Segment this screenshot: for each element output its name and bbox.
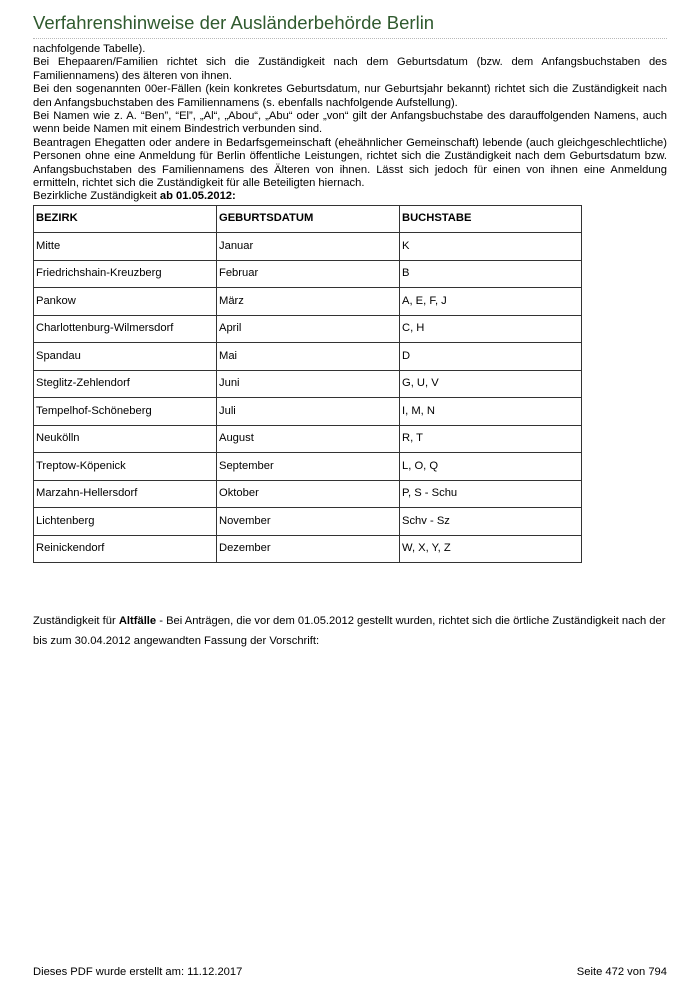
cell-bezirk: Steglitz-Zehlendorf [34, 370, 217, 398]
cell-bezirk: Mitte [34, 233, 217, 261]
cell-buchstabe: Schv - Sz [400, 508, 582, 536]
table-row [34, 453, 582, 481]
paragraph-1: nachfolgende Tabelle). [33, 43, 146, 55]
paragraph-4: Bei Namen wie z. A. “Ben”, “El”, „Al“, „Abou“, „Abu“ oder „von“ gilt der Anfangsbuchstabe des darauffolgenden Namens, auch wenn beide Namen mit einem Bindestrich verbunden sind. [33, 110, 667, 136]
cell-bezirk: Treptow-Köpenick [34, 453, 217, 481]
paragraph-5: Beantragen Ehegatten oder andere in Bedarfsgemeinschaft (eheähnlicher Gemeinschaft) lebende (auch gleichgeschlechtliche) Personen ohne eine Anmeldung für Berlin öffentliche Leistungen, richtet sich die Zuständigkeit nach dem Geburtsdatum bzw. Anfangsbuchstaben des Familiennamens des Älteren von ihnen. Lässt sich jedoch für einen von ihnen eine Anmeldung ermitteln, richtet sich die Zuständigkeit für alle Beteiligten hiernach. [33, 136, 667, 190]
table-row [34, 288, 582, 316]
table-row [34, 260, 582, 288]
altfaelle-label: Altfälle [118, 615, 157, 627]
cell-buchstabe: D [400, 343, 582, 371]
paragraph-3: Bei den sogenannten 00er-Fällen (kein konkretes Geburtsdatum, nur Geburtsjahr bekannt) richtet sich die Zuständigkeit nach den Anfangsbuchstaben des Familiennamens (s. ebenfalls nachfolgende Aufstellung). [33, 83, 667, 109]
cell-bezirk: Marzahn-Hellersdorf [34, 480, 217, 508]
cell-bezirk: Reinickendorf [34, 535, 217, 563]
table-row [34, 370, 582, 398]
footer-page-number: Seite 472 von 794 [576, 966, 667, 978]
page-title: Verfahrenshinweise der Ausländerbehörde Berlin [33, 12, 435, 33]
footer-created-date: Dieses PDF wurde erstellt am: 11.12.2017 [33, 966, 243, 978]
cell-bezirk: Charlottenburg-Wilmersdorf [34, 315, 217, 343]
cell-bezirk: Lichtenberg [34, 508, 217, 536]
cell-bezirk: Pankow [34, 288, 217, 316]
table-row [34, 425, 582, 453]
cell-geburtsdatum: November [217, 508, 400, 536]
cell-geburtsdatum: April [217, 315, 400, 343]
altfaelle-paragraph [33, 611, 667, 651]
cell-buchstabe: P, S - Schu [400, 480, 582, 508]
cell-geburtsdatum: Mai [217, 343, 400, 371]
cell-buchstabe: C, H [400, 315, 582, 343]
cell-buchstabe: I, M, N [400, 398, 582, 426]
altfaelle-prefix: Zuständigkeit für [33, 615, 119, 627]
cell-geburtsdatum: März [217, 288, 400, 316]
district-responsibility-table [33, 205, 582, 564]
paragraph-2: Bei Ehepaaren/Familien richtet sich die Zuständigkeit nach dem Geburtsdatum (bzw. dem Anfangsbuchstaben des Familiennamens) des älteren von ihnen. [33, 56, 667, 82]
cell-bezirk: Tempelhof-Schöneberg [34, 398, 217, 426]
cell-geburtsdatum: Juni [217, 370, 400, 398]
page-header [33, 12, 667, 39]
cell-geburtsdatum: Oktober [217, 480, 400, 508]
cell-buchstabe: K [400, 233, 582, 261]
altfaelle-text: - Bei Anträgen, die vor dem 01.05.2012 gestellt wurden, richtet sich die örtliche Zuständigkeit nach der bis zum 30.04.2012 angewandten Fassung der Vorschrift: [33, 615, 666, 647]
table-caption-prefix: Bezirkliche Zuständigkeit [33, 190, 160, 203]
cell-geburtsdatum: Januar [217, 233, 400, 261]
cell-buchstabe: W, X, Y, Z [400, 535, 582, 563]
cell-geburtsdatum: Juli [217, 398, 400, 426]
cell-buchstabe: R, T [400, 425, 582, 453]
cell-buchstabe: L, O, Q [400, 453, 582, 481]
cell-geburtsdatum: September [217, 453, 400, 481]
cell-buchstabe: B [400, 260, 582, 288]
table-caption [33, 190, 667, 203]
document-body [33, 43, 667, 563]
table-row [34, 508, 582, 536]
table-header-row [34, 205, 582, 233]
cell-geburtsdatum: August [217, 425, 400, 453]
cell-buchstabe: G, U, V [400, 370, 582, 398]
cell-buchstabe: A, E, F, J [400, 288, 582, 316]
header-bezirk: BEZIRK [34, 205, 217, 233]
table-row [34, 480, 582, 508]
table-row [34, 535, 582, 563]
cell-bezirk: Neukölln [34, 425, 217, 453]
cell-geburtsdatum: Dezember [217, 535, 400, 563]
header-geburtsdatum: GEBURTSDATUM [217, 205, 400, 233]
header-buchstabe: BUCHSTABE [400, 205, 582, 233]
cell-bezirk: Spandau [34, 343, 217, 371]
table-row [34, 315, 582, 343]
table-row [34, 398, 582, 426]
table-caption-date: ab 01.05.2012: [159, 190, 236, 203]
table-row [34, 233, 582, 261]
cell-geburtsdatum: Februar [217, 260, 400, 288]
table-row [34, 343, 582, 371]
cell-bezirk: Friedrichshain-Kreuzberg [34, 260, 217, 288]
